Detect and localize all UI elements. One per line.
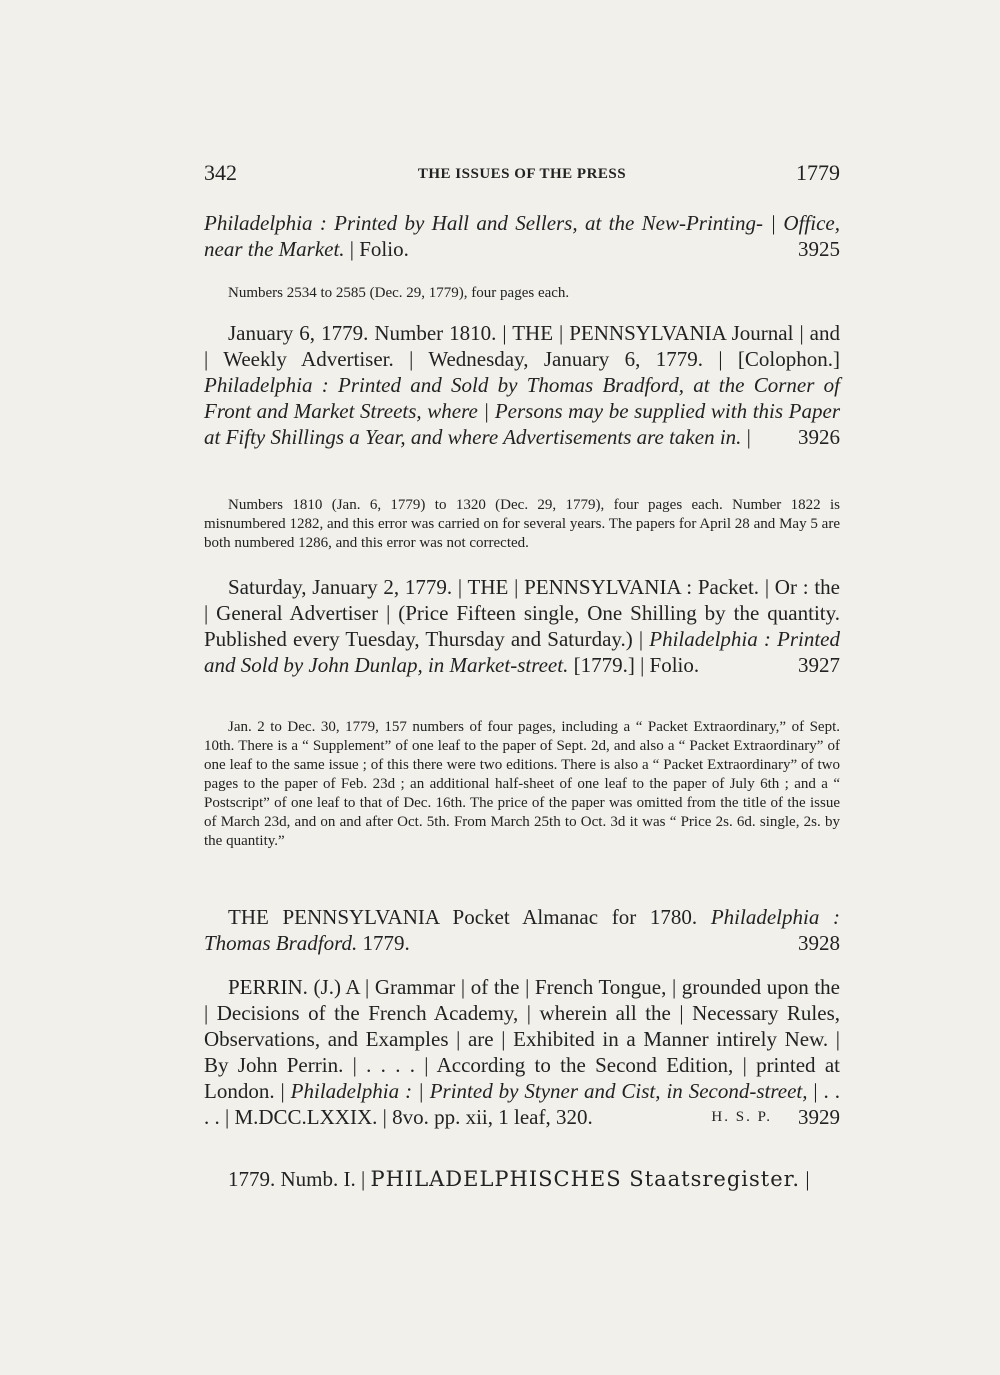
entry-imprint: Philadelphia : Printed and Sold by Thomas Bradford, at the Corner of Front and Market Streets, where | Persons may be supplied with this Paper at Fifty Shillings a Year, and where Advertisements are taken in.: [204, 373, 840, 449]
entry-imprint: Philadelphia : Thomas Bradford.: [204, 905, 840, 955]
entry-imprint: Philadelphia : Printed by Hall and Sellers, at the New-Printing- | Office, near the Market.: [204, 211, 840, 261]
entry-tail: |: [741, 425, 751, 449]
location-mark: H. S. P.: [711, 1109, 772, 1125]
entry-imprint: Philadelphia : Printed and Sold by John Dunlap, in Market-street.: [204, 627, 840, 677]
entry-tail: 1779.: [357, 931, 410, 955]
entry-text: 1779. Numb. I. |: [228, 1167, 371, 1191]
entry-tail: | Folio.: [344, 237, 409, 261]
entry-staatsregister: [204, 1166, 840, 1192]
entry-imprint: Philadelphia : | Printed by Styner and Cist, in Second-street,: [290, 1079, 808, 1103]
entry-number: 3929: [798, 1105, 840, 1129]
entry-3926: [204, 320, 840, 450]
entry-tail: |: [800, 1167, 810, 1191]
entry-tail: | . . . . | M.DCC.LXXIX. | 8vo. pp. xii, 1 leaf, 320.: [204, 1079, 840, 1129]
running-year: 1779: [796, 160, 840, 185]
page-number: 342: [204, 160, 237, 185]
entry-3928: [204, 904, 840, 956]
note-text: Numbers 1810 (Jan. 6, 1779) to 1320 (Dec. 29, 1779), four pages each. Number 1822 is misnumbered 1282, and this error was carried on for several years. The papers for April 28 and May 5 are both numbered 1286, and this error was not corrected.: [204, 497, 840, 551]
entry-number: 3926: [798, 425, 840, 449]
note-3925: [204, 284, 840, 303]
entry-3929: [204, 974, 840, 1130]
entry-number: 3928: [798, 931, 840, 955]
running-head: [204, 160, 840, 192]
running-title: THE ISSUES OF THE PRESS: [417, 166, 627, 182]
note-text: Jan. 2 to Dec. 30, 1779, 157 numbers of four pages, including a “ Packet Extraordinary,” of Sept. 10th. There is a “ Supplement” of one leaf to the paper of Sept. 2d, and also a “ Packet Extraordinary” of one leaf to the same issue ; of this there were two editions. There is also a “ Packet Extraordinary” of two pages to the paper of Feb. 23d ; an additional half-sheet of one leaf to the paper of July 6th ; and a “ Postscript” of one leaf to that of Dec. 16th. The price of the paper was omitted from the title of the issue of March 23d, and on and after Oct. 5th. From March 25th to Oct. 3d it was “ Price 2s. 6d. single, 2s. by the quantity.”: [204, 719, 840, 849]
entry-text: January 6, 1779. Number 1810. | THE | PENNSYLVANIA Journal | and | Weekly Advertiser. | Wednesday, January 6, 1779. | [Colophon.]: [204, 321, 840, 371]
note-3927: [204, 718, 840, 851]
entry-text: PERRIN. (J.) A | Grammar | of the | French Tongue, | grounded upon the | Decisions of the French Academy, | wherein all the | Necessary Rules, Observations, and Examples | are | Exhibited in a Manner intirely New. | By John Perrin. | . . . . | According to the Second Edition, | printed at London. |: [204, 975, 840, 1103]
entry-3925: [204, 210, 840, 262]
entry-3927: [204, 574, 840, 678]
note-text: Numbers 2534 to 2585 (Dec. 29, 1779), four pages each.: [228, 285, 570, 301]
entry-tail: [1779.] | Folio.: [568, 653, 700, 677]
fraktur-title: PHILADELPHISCHES Staatsregister.: [370, 1167, 801, 1191]
entry-number: 3927: [798, 653, 840, 677]
note-3926: [204, 496, 840, 553]
entry-text: Saturday, January 2, 1779. | THE | PENNSYLVANIA : Packet. | Or : the | General Advertiser | (Price Fifteen single, One Shilling by the quantity. Published every Tuesday, Thursday and Saturday.) |: [204, 575, 840, 651]
entry-text: THE PENNSYLVANIA Pocket Almanac for 1780.: [228, 905, 711, 929]
entry-number: 3925: [798, 237, 840, 261]
